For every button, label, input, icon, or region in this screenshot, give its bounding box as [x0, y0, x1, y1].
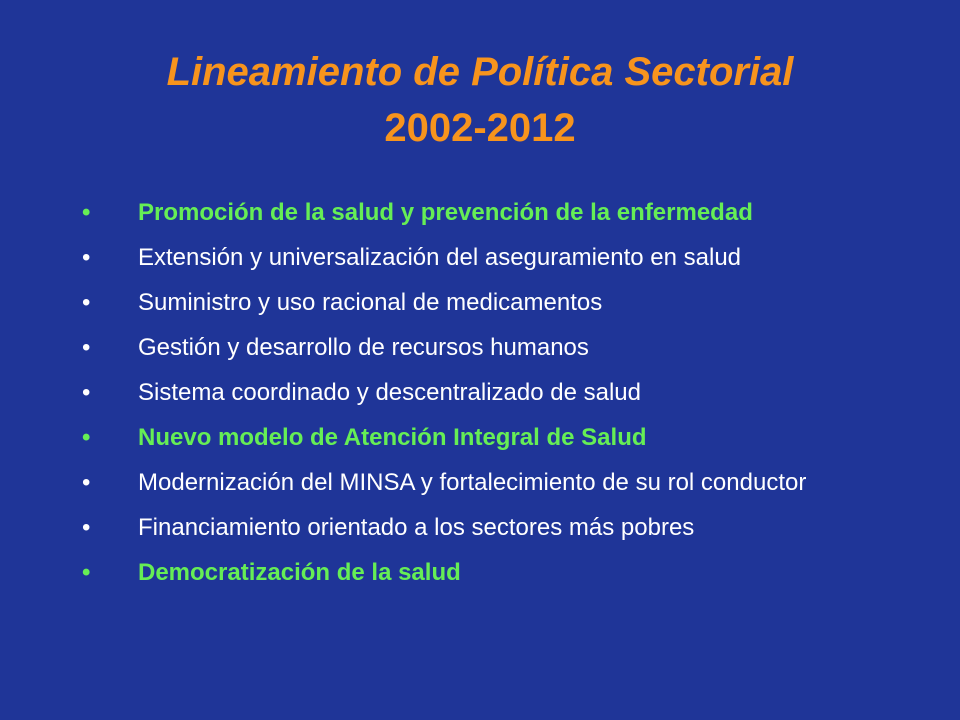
bullet-text: Financiamiento orientado a los sectores más pobres: [138, 514, 695, 541]
bullet-text: Sistema coordinado y descentralizado de salud: [138, 379, 641, 406]
bullet-dot: •: [82, 334, 91, 361]
bullet-text: Nuevo modelo de Atención Integral de Salud: [138, 424, 647, 451]
bullet-item: [82, 378, 912, 408]
bullet-dot: •: [82, 289, 91, 316]
bullet-text: Democratización de la salud: [138, 559, 461, 586]
bullet-item: [82, 198, 912, 228]
bullet-text: Suministro y uso racional de medicamentos: [138, 289, 603, 316]
bullet-item: [82, 513, 912, 543]
bullet-dot: •: [82, 469, 91, 496]
bullet-dot: •: [82, 514, 91, 541]
slide-title: [60, 44, 900, 156]
bullet-text: Modernización del MINSA y fortalecimiento de su rol conductor: [138, 469, 807, 496]
bullet-item: [82, 468, 912, 498]
bullet-dot: •: [82, 559, 91, 586]
bullet-text: Extensión y universalización del aseguramiento en salud: [138, 244, 742, 271]
bullet-dot: •: [82, 244, 91, 271]
bullet-item: [82, 243, 912, 273]
bullet-item: [82, 558, 912, 588]
bullet-list: [82, 198, 912, 603]
bullet-dot: •: [82, 424, 91, 451]
bullet-text: Promoción de la salud y prevención de la enfermedad: [138, 199, 753, 226]
bullet-dot: •: [82, 379, 91, 406]
bullet-item: [82, 288, 912, 318]
title-line-1: Lineamiento de Política Sectorial: [166, 50, 794, 94]
bullet-item: [82, 333, 912, 363]
title-line-2: 2002-2012: [384, 106, 576, 150]
bullet-text: Gestión y desarrollo de recursos humanos: [138, 334, 589, 361]
bullet-item: [82, 423, 912, 453]
bullet-dot: •: [82, 199, 91, 226]
